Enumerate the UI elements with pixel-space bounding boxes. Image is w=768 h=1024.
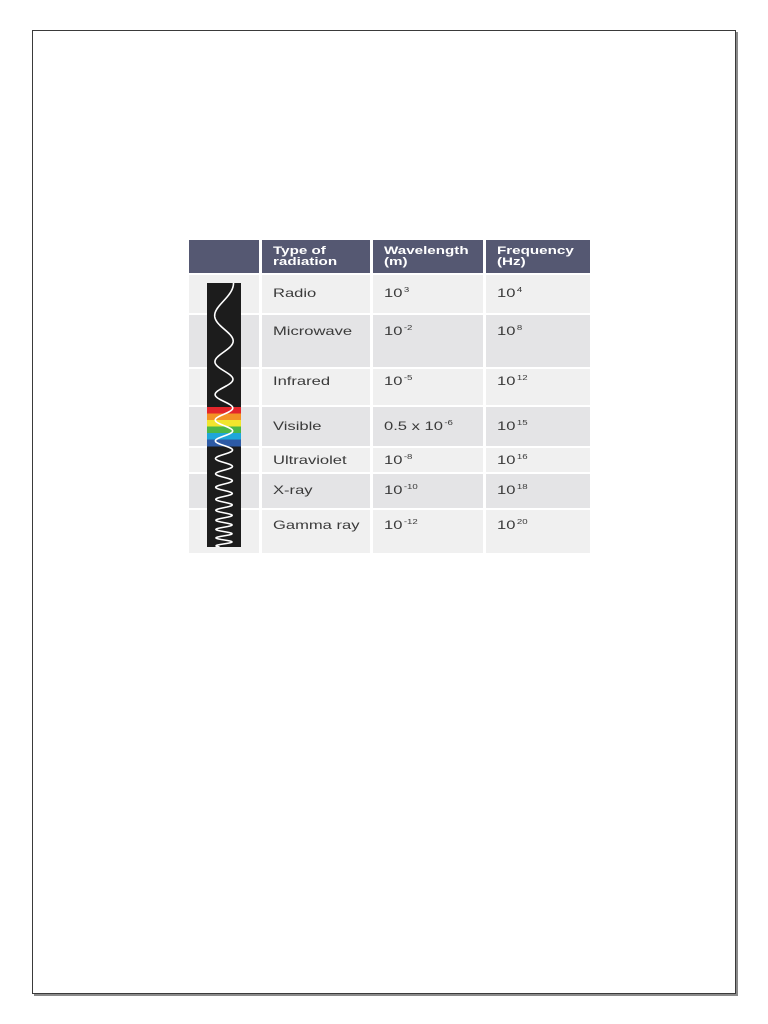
frequency-exponent: 18 — [516, 484, 528, 491]
wavelength-value — [384, 324, 412, 338]
type-cell — [262, 448, 370, 472]
frequency-exponent: 15 — [516, 420, 528, 427]
frequency-cell — [486, 510, 590, 553]
frequency-value — [497, 518, 528, 532]
wavelength-prefix: 0.5 x — [384, 419, 425, 433]
type-cell — [262, 474, 370, 508]
frequency-cell — [486, 369, 590, 405]
wavelength-value — [384, 374, 412, 388]
frequency-base: 10 — [497, 419, 516, 433]
header-wavelength-line-2: (m) — [384, 256, 408, 268]
wavelength-cell — [373, 474, 483, 508]
spectrum-wave-svg — [207, 283, 241, 547]
frequency-exponent: 12 — [516, 375, 528, 382]
wavelength-value — [384, 453, 412, 467]
frequency-cell — [486, 407, 590, 446]
frequency-cell — [486, 448, 590, 472]
frequency-base: 10 — [497, 374, 516, 388]
wavelength-cell — [373, 510, 483, 553]
wavelength-base: 10 — [424, 419, 443, 433]
header-wavelength-line-1: Wavelength — [384, 245, 469, 257]
type-cell — [262, 315, 370, 367]
frequency-base: 10 — [497, 286, 516, 300]
wavelength-exponent: -5 — [403, 375, 413, 382]
wavelength-cell — [373, 315, 483, 367]
wavelength-cell — [373, 369, 483, 405]
wavelength-cell — [373, 448, 483, 472]
wavelength-base: 10 — [384, 483, 403, 497]
frequency-value — [497, 483, 528, 497]
frequency-base: 10 — [497, 483, 516, 497]
frequency-exponent: 16 — [516, 454, 528, 461]
frequency-base: 10 — [497, 453, 516, 467]
wavelength-base: 10 — [384, 453, 403, 467]
frequency-exponent: 8 — [516, 325, 523, 332]
frequency-base: 10 — [497, 518, 516, 532]
radiation-type: Gamma ray — [273, 518, 360, 532]
spectrum-wave-strip — [207, 283, 241, 547]
frequency-value — [497, 286, 522, 300]
radiation-type: X-ray — [273, 483, 313, 497]
wavelength-exponent: 3 — [403, 287, 410, 294]
wavelength-value — [384, 419, 453, 433]
radiation-type: Infrared — [273, 374, 331, 388]
wavelength-exponent: -10 — [403, 484, 418, 491]
wavelength-exponent: -2 — [403, 325, 413, 332]
wavelength-base: 10 — [384, 518, 403, 532]
header-type-line-1: Type of — [273, 245, 326, 257]
header-graphic-cell — [189, 240, 259, 273]
frequency-exponent: 20 — [516, 519, 528, 526]
wavelength-base: 10 — [384, 324, 403, 338]
visible-band-stripe — [207, 407, 241, 414]
wavelength-exponent: -6 — [444, 420, 453, 427]
wavelength-value — [384, 518, 418, 532]
radiation-type: Radio — [273, 286, 317, 300]
header-wavelength — [373, 240, 483, 273]
frequency-cell — [486, 474, 590, 508]
frequency-value — [497, 453, 528, 467]
visible-band-stripe — [207, 427, 241, 434]
type-cell — [262, 369, 370, 405]
wavelength-exponent: -12 — [403, 519, 418, 526]
frequency-value — [497, 324, 522, 338]
wavelength-cell — [373, 275, 483, 313]
frequency-value — [497, 374, 528, 388]
frequency-exponent: 4 — [516, 287, 523, 294]
frequency-cell — [486, 315, 590, 367]
frequency-base: 10 — [497, 324, 516, 338]
wavelength-exponent: -8 — [403, 454, 413, 461]
header-type-of-radiation — [262, 240, 370, 273]
radiation-type: Microwave — [273, 324, 353, 338]
header-frequency-line-2: (Hz) — [497, 256, 526, 268]
wavelength-base: 10 — [384, 286, 403, 300]
header-type-line-2: radiation — [273, 256, 338, 268]
wavelength-value — [384, 483, 418, 497]
type-cell — [262, 275, 370, 313]
header-frequency — [486, 240, 590, 273]
frequency-cell — [486, 275, 590, 313]
radiation-type: Ultraviolet — [273, 453, 347, 467]
frequency-value — [497, 419, 528, 433]
radiation-table — [189, 240, 590, 553]
wavelength-cell — [373, 407, 483, 446]
type-cell — [262, 510, 370, 553]
wavelength-base: 10 — [384, 374, 403, 388]
wavelength-value — [384, 286, 409, 300]
radiation-type: Visible — [273, 419, 322, 433]
header-frequency-line-1: Frequency — [497, 245, 574, 257]
type-cell — [262, 407, 370, 446]
